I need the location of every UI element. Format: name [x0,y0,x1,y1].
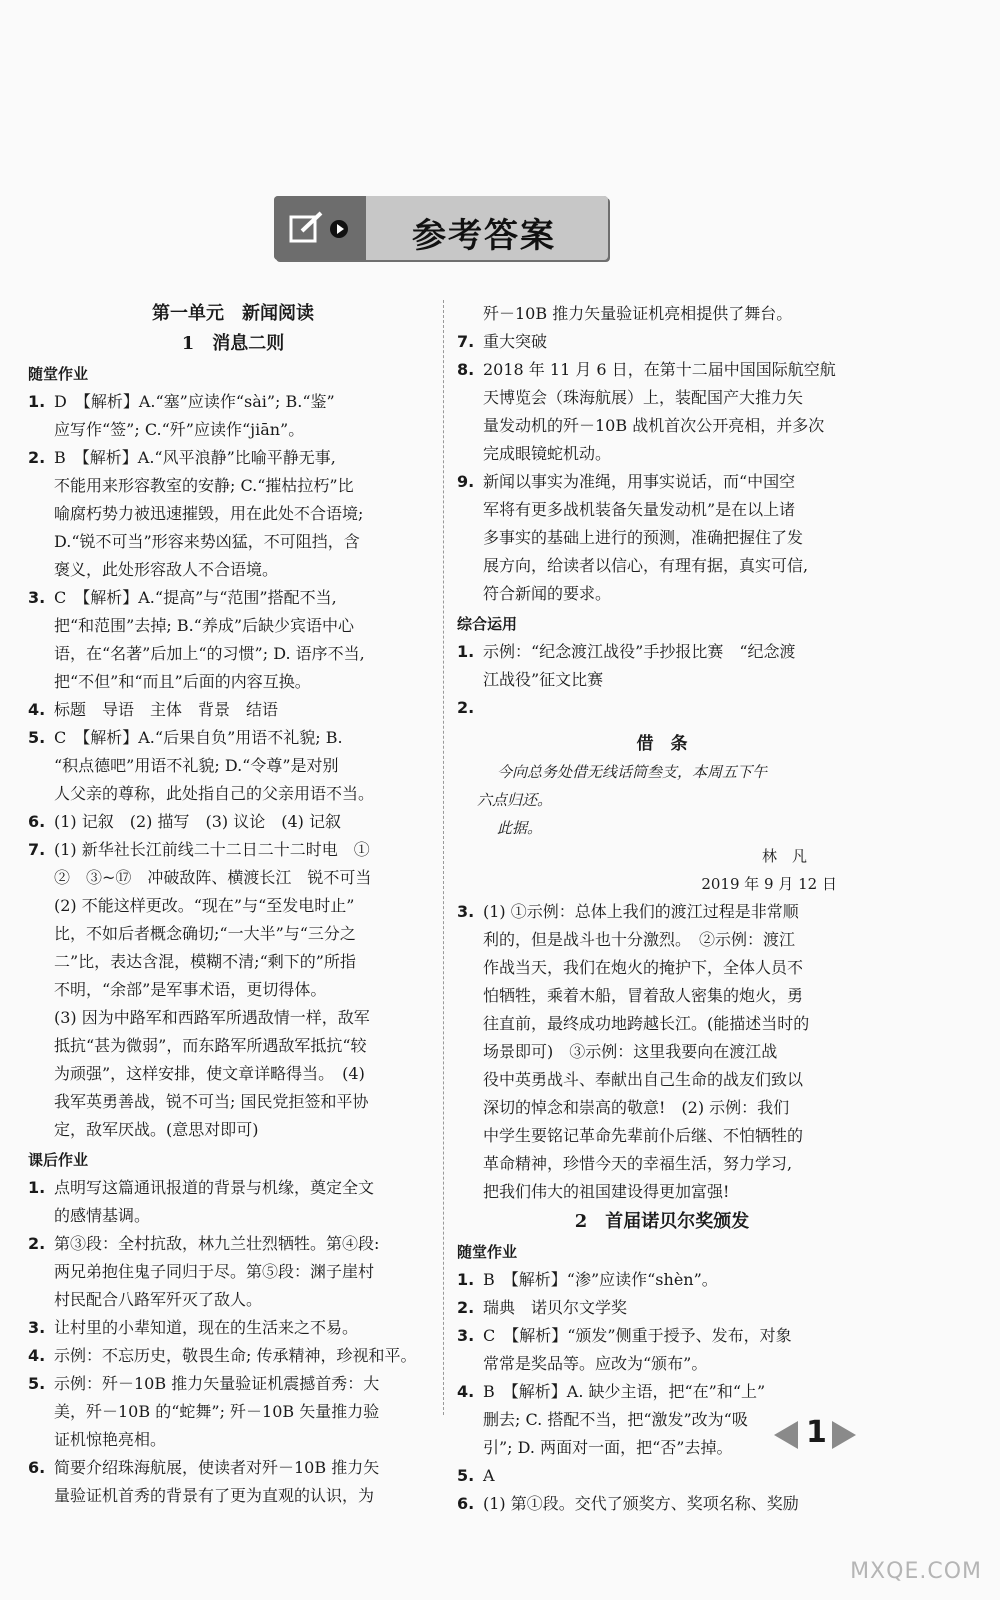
answer-item [28,1230,438,1314]
answer-line: 场景即可) ③示例：这里我要向在渡江战 [483,1042,778,1061]
answer-line: (1) 第①段。交代了颁奖方、奖项名称、奖励 [483,1494,799,1513]
answer-line: C 【解析】A.“提高”与“范围”搭配不当, [54,588,337,607]
answer-line: 我军英勇善战，锐不可当; 国民党拒签和平协 [54,1092,369,1111]
answer-line: 美，歼－10B 的“蛇舞”; 歼－10B 矢量推力验 [54,1402,380,1421]
answer-line: 新闻以事实为准绳，用事实说话，而“中国空 [483,472,796,491]
answer-list [28,388,438,1144]
answer-line: C 【解析】“颁发”侧重于授予、发布，对象 [483,1326,792,1345]
note-body: 今向总务处借无线话筒叁支，本周五下午 [497,763,768,781]
answer-item [28,1342,438,1370]
answer-line: 定，敌军厌战。(意思对即可) [54,1120,259,1139]
answer-number: 1. [28,392,46,411]
answer-line: (2) 不能这样更改。“现在”与“至发电时止” [54,896,355,915]
answer-list [457,1266,867,1518]
page-title: 参考答案 [412,216,556,256]
answer-list [28,1174,438,1510]
answer-item [457,1490,867,1518]
answer-number: 9. [457,472,475,491]
answer-number: 1. [28,1178,46,1197]
answer-line: 抵抗“甚为微弱”，而东路军所遇敌军抵抗“较 [54,1036,367,1055]
answer-item [28,724,438,808]
answer-item [457,356,867,468]
lesson-heading: 2 首届诺贝尔奖颁发 [574,1211,750,1232]
answer-item [28,1174,438,1230]
answer-number: 5. [28,728,46,747]
answer-number: 6. [28,1458,46,1477]
answer-line: 示例：不忘历史，敬畏生命; 传承精神，珍视和平。 [54,1346,417,1365]
answer-continuation: 歼－10B 推力矢量验证机亮相提供了舞台。 [483,304,793,323]
answer-line: 量发动机的歼－10B 战机首次公开亮相，并多次 [483,416,825,435]
answer-line: 让村里的小辈知道，现在的生活来之不易。 [54,1318,359,1337]
answer-line: B 【解析】A.“风平浪静”比喻平静无事, [54,448,336,467]
section-heading: 综合运用 [457,615,518,633]
answer-number: 2. [28,1234,46,1253]
answer-line: 语，在“名著”后加上“的习惯”; D. 语序不当, [54,644,365,663]
answer-number: 4. [28,700,46,719]
answer-list [457,898,867,1206]
answer-item [457,1322,867,1378]
answer-number: 3. [457,902,475,921]
note-date: 2019 年 9 月 12 日 [701,875,837,893]
answer-number: 3. [457,1326,475,1345]
answer-line: 2018 年 11 月 6 日，在第十二届中国国际航空航 [483,360,836,379]
answer-number: 1. [457,642,475,661]
iou-note [457,730,867,898]
answer-line: C 【解析】A.“后果自负”用语不礼貌; B. [54,728,343,747]
answer-line: 役中英勇战斗、奉献出自己生命的战友们致以 [483,1070,804,1089]
arrow-left-icon [770,1417,800,1453]
note-body: 此据。 [497,819,543,837]
answer-line: 把我们伟大的祖国建设得更加富强! [483,1182,730,1201]
answer-line: 重大突破 [483,332,548,351]
answer-number: 7. [28,840,46,859]
answer-number: 5. [28,1374,46,1393]
section-heading: 课后作业 [28,1151,89,1169]
edit-icon [288,210,324,246]
answer-line: 简要介绍珠海航展，使读者对歼－10B 推力矢 [54,1458,380,1477]
answer-line: 的感情基调。 [54,1206,151,1225]
answer-line: 应写作“签”; C.“歼”应读作“jiān”。 [54,420,305,439]
answer-line: 多事实的基础上进行的预测，准确把握住了发 [483,528,804,547]
answer-item [28,696,438,724]
answer-item [28,808,438,836]
answer-line: 褒义，此处形容敌人不合语境。 [54,560,279,579]
arrow-right-icon [830,1417,860,1453]
page-number [770,1415,860,1451]
answer-line: 完成眼镜蛇机动。 [483,444,612,463]
answer-number: 3. [28,588,46,607]
answer-item [28,1370,438,1454]
section-heading: 随堂作业 [457,1243,518,1261]
answer-line: 符合新闻的要求。 [483,584,612,603]
answer-line: 展方向，给读者以信心，有理有据，真实可信, [483,556,809,575]
answer-line: 军将有更多战机装备矢量发动机”是在以上诸 [483,500,796,519]
answer-line: B 【解析】“渗”应读作“shèn”。 [483,1270,718,1289]
answer-line: 人父亲的尊称，此处指自己的父亲用语不当。 [54,784,375,803]
answer-line: 引”; D. 两面对一面，把“否”去掉。 [483,1438,733,1457]
answer-line: 第③段：全村抗敌，林九兰壮烈牺牲。第④段: [54,1234,380,1253]
answer-item [28,584,438,696]
answer-item [28,388,438,444]
answer-line [483,694,867,722]
answer-line: 天博览会（珠海航展）上，装配国产大推力矢 [483,388,804,407]
note-body: 六点归还。 [477,791,553,809]
answer-item [28,1314,438,1342]
answer-item [457,898,867,1206]
answer-line: ② ③~⑰ 冲破敌阵、横渡长江 锐不可当 [54,868,372,887]
answer-list [457,638,867,722]
answer-list [457,328,867,608]
answer-number: 1. [457,1270,475,1289]
answer-line: 标题 导语 主体 背景 结语 [54,700,279,719]
answer-item [457,468,867,608]
answer-item [457,328,867,356]
answer-line: (1) 新华社长江前线二十二日二十二时电 ① [54,840,370,859]
answer-item [457,638,867,694]
answer-number: 2. [457,698,475,717]
watermark: MXQE.COM [850,1559,982,1584]
answer-line: B 【解析】A. 缺少主语，把“在”和“上” [483,1382,766,1401]
lesson-heading: 1 消息二则 [181,333,285,354]
answer-line: 两兄弟抱住鬼子同归于尽。第⑤段：渊子崖村 [54,1262,375,1281]
answer-line: A [483,1466,495,1485]
answer-line: (1) 记叙 (2) 描写 (3) 议论 (4) 记叙 [54,812,342,831]
note-signature: 林 凡 [761,847,807,865]
page-number-text: 1 [806,1415,827,1450]
answer-line: 利的，但是战斗也十分激烈。 ②示例：渡江 [483,930,796,949]
answer-line: 不能用来形容教室的安静; C.“摧枯拉朽”比 [54,476,354,495]
answer-line: 作战当天，我们在炮火的掩护下，全体人员不 [483,958,804,977]
answer-number: 6. [457,1494,475,1513]
answer-number: 4. [457,1382,475,1401]
answer-item [457,1294,867,1322]
answer-line: 证机惊艳亮相。 [54,1430,167,1449]
answer-line: 把“不但”和“而且”后面的内容互换。 [54,672,311,691]
answer-number: 8. [457,360,475,379]
note-title: 借 条 [636,734,688,754]
answer-line: 村民配合八路军歼灭了敌人。 [54,1290,263,1309]
answer-line: 深切的悼念和崇高的敬意! (2) 示例：我们 [483,1098,790,1117]
right-column [457,300,867,1518]
answer-item [457,694,867,722]
answer-line: 量验证机首秀的背景有了更为直观的认识，为 [54,1486,375,1505]
answer-line: 怕牺牲，乘着木船，冒着敌人密集的炮火，勇 [483,986,804,1005]
answer-line: D 【解析】A.“塞”应读作“sài”; B.“鉴” [54,392,335,411]
answer-line: 把“和范围”去掉; B.“养成”后缺少宾语中心 [54,616,355,635]
answer-line: (3) 因为中路军和西路军所遇敌情一样，敌军 [54,1008,370,1027]
answer-number: 7. [457,332,475,351]
answer-item [457,1266,867,1294]
answer-line: 江战役”征文比赛 [483,670,604,689]
answer-number: 3. [28,1318,46,1337]
column-divider [443,300,444,1415]
section-heading: 随堂作业 [28,365,89,383]
answer-item [28,1454,438,1510]
answer-item [457,1462,867,1490]
answer-line: 示例：“纪念渡江战役”手抄报比赛 “纪念渡 [483,642,796,661]
answer-line: 二”比，表达含混，模糊不清;“剩下的”所指 [54,952,356,971]
answer-number: 2. [28,448,46,467]
left-column [28,300,438,1510]
answer-line: 革命精神，珍惜今天的幸福生活，努力学习, [483,1154,793,1173]
answer-line: 示例：歼－10B 推力矢量验证机震撼首秀：大 [54,1374,380,1393]
answer-number: 5. [457,1466,475,1485]
answer-line: 删去; C. 搭配不当，把“激发”改为“吸 [483,1410,748,1429]
answer-item [28,836,438,1144]
answer-line: 不明，“余部”是军事术语，更切得体。 [54,980,327,999]
answer-banner [274,196,608,260]
answer-line: 点明写这篇通讯报道的背景与机缘，奠定全文 [54,1178,375,1197]
answer-line: 往直前，最终成功地跨越长江。(能描述当时的 [483,1014,810,1033]
answer-line: D.“锐不可当”形容来势凶猛，不可阻挡，含 [54,532,360,551]
answer-line: 中学生要铭记革命先辈前仆后继、不怕牺牲的 [483,1126,804,1145]
answer-number: 6. [28,812,46,831]
play-icon [329,219,349,239]
answer-line: 比，不如后者概念确切;“一大半”与“三分之 [54,924,356,943]
unit-heading: 第一单元 新闻阅读 [152,303,314,324]
answer-item [28,444,438,584]
answer-line: 为顽强”，这样安排，使文章详略得当。 (4) [54,1064,365,1083]
answer-number: 2. [457,1298,475,1317]
answer-line: “积点德吧”用语不礼貌; D.“令尊”是对别 [54,756,339,775]
answer-line: 瑞典 诺贝尔文学奖 [483,1298,628,1317]
answer-line: (1) ①示例：总体上我们的渡江过程是非常顺 [483,902,799,921]
answer-line: 喻腐朽势力被迅速摧毁，用在此处不合语境; [54,504,364,523]
answer-line: 常常是奖品等。应改为“颁布”。 [483,1354,708,1373]
answer-number: 4. [28,1346,46,1365]
